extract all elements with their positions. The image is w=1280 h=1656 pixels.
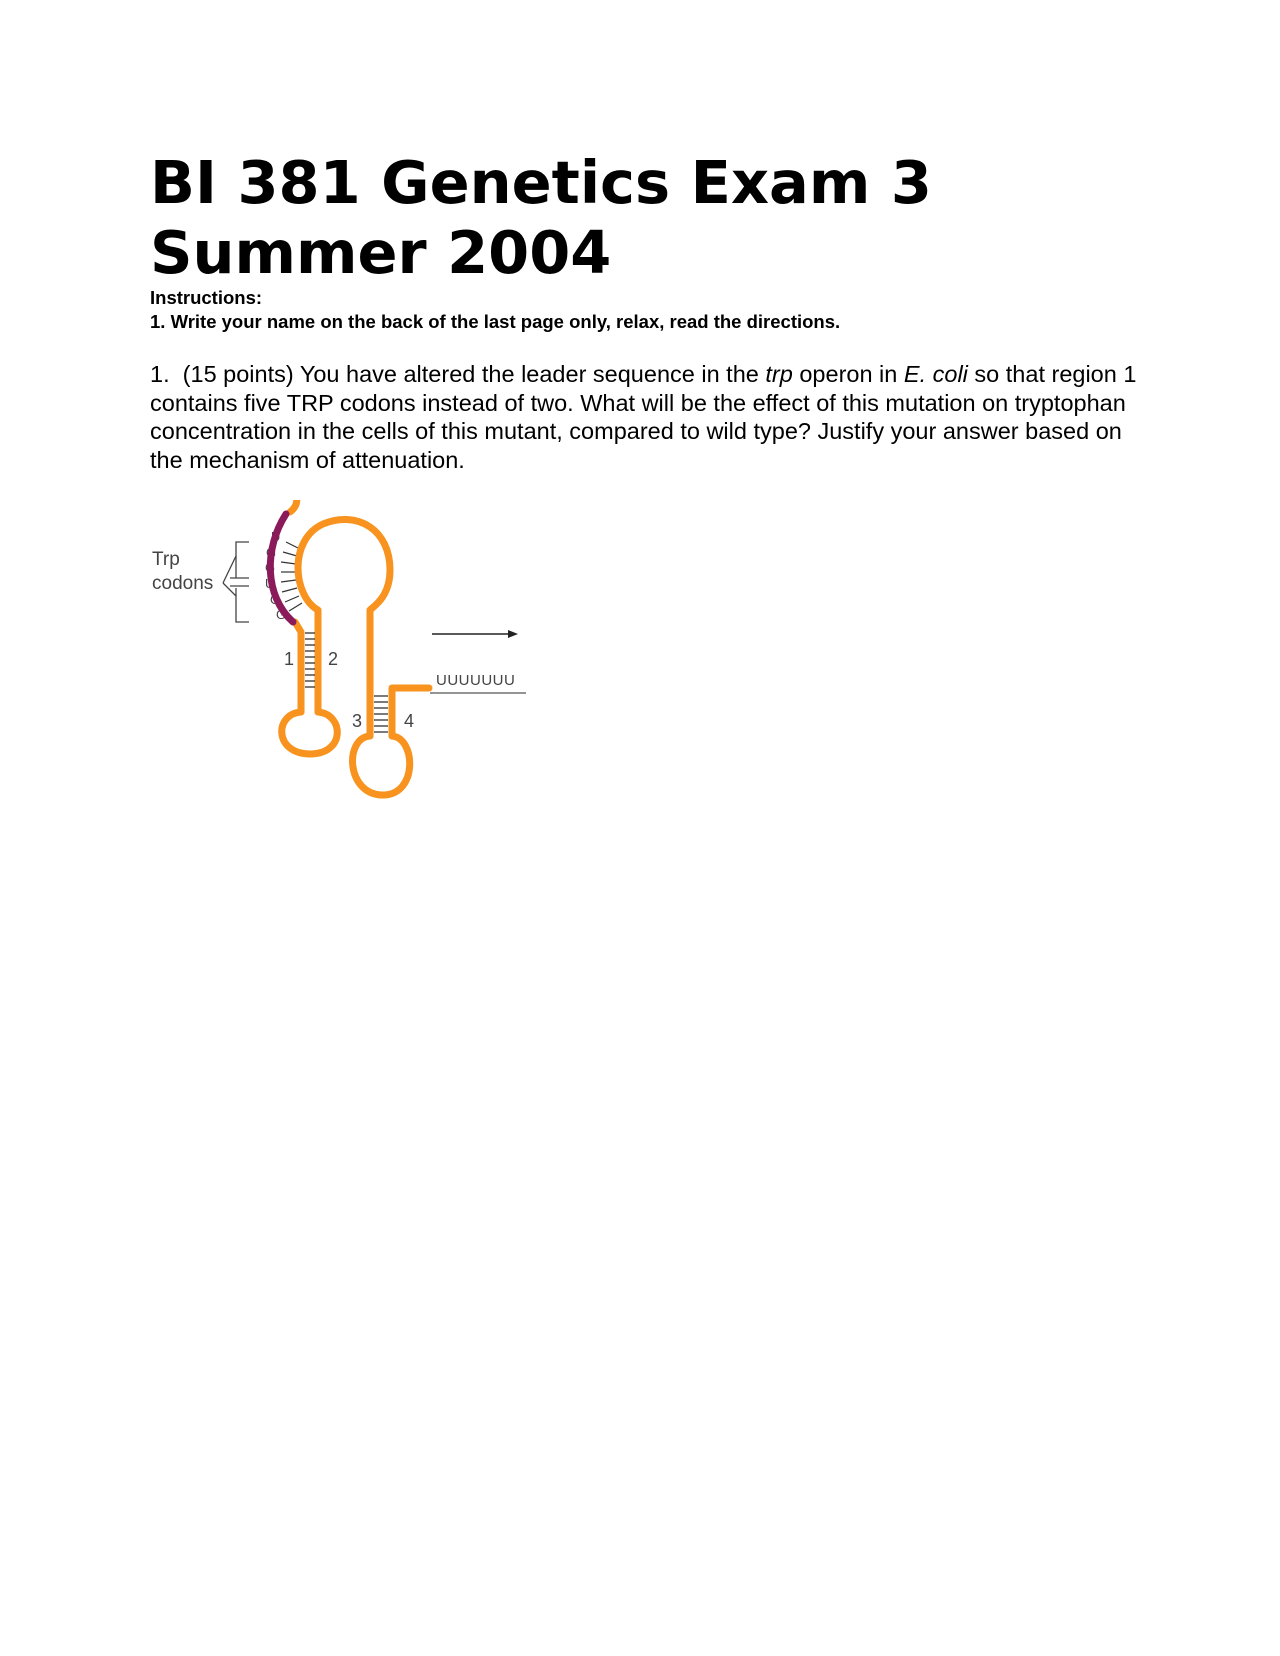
terminator-sequence: UUUUUUU [436, 672, 516, 689]
rna-backbone [282, 500, 429, 795]
codon-letter: G [265, 560, 276, 575]
label-trp: Trp [152, 549, 180, 570]
instruction-item-1: 1. Write your name on the back of the last page only, relax, read the directions. [150, 311, 841, 332]
title-line-2: Summer 2004 [150, 218, 612, 287]
pairing-3-4 [374, 696, 388, 732]
question-1 [150, 360, 1150, 474]
region-3-label: 3 [352, 711, 363, 731]
title-line-1: BI 381 Genetics Exam 3 [150, 148, 932, 217]
label-codons: codons [152, 573, 214, 594]
question-number: 1. [150, 361, 170, 387]
page-title [150, 148, 1150, 288]
codon-letter: U [265, 576, 275, 591]
question-text-b: operon in [799, 361, 898, 387]
pairing-1-2 [305, 633, 315, 687]
region-2-label: 2 [328, 649, 339, 669]
question-text-a: You have altered the leader sequence in the [299, 361, 759, 387]
codon-letter: G [266, 545, 277, 560]
instructions-heading: Instructions: [150, 287, 263, 308]
codon-letter: G [276, 607, 287, 622]
region-4-label: 4 [404, 711, 415, 731]
question-text-c: so that region 1 contains five TRP codons instead of two. What will be the effect of this mutation on tryptophan concentration in the cells of this mutant, compared to wild type? Justify your answer based on the mechanism of attenuation. [150, 361, 1137, 473]
codon-letter: G [270, 592, 281, 607]
trp-attenuation-diagram [148, 500, 560, 845]
codon-bracket [223, 542, 249, 622]
codon-letter: U [271, 529, 281, 544]
question-points: (15 points) [182, 361, 294, 387]
transcription-arrow [432, 630, 518, 638]
term-ecoli: E. coli [903, 361, 968, 387]
term-trp: trp [765, 361, 793, 387]
region-1-label: 1 [284, 649, 295, 669]
